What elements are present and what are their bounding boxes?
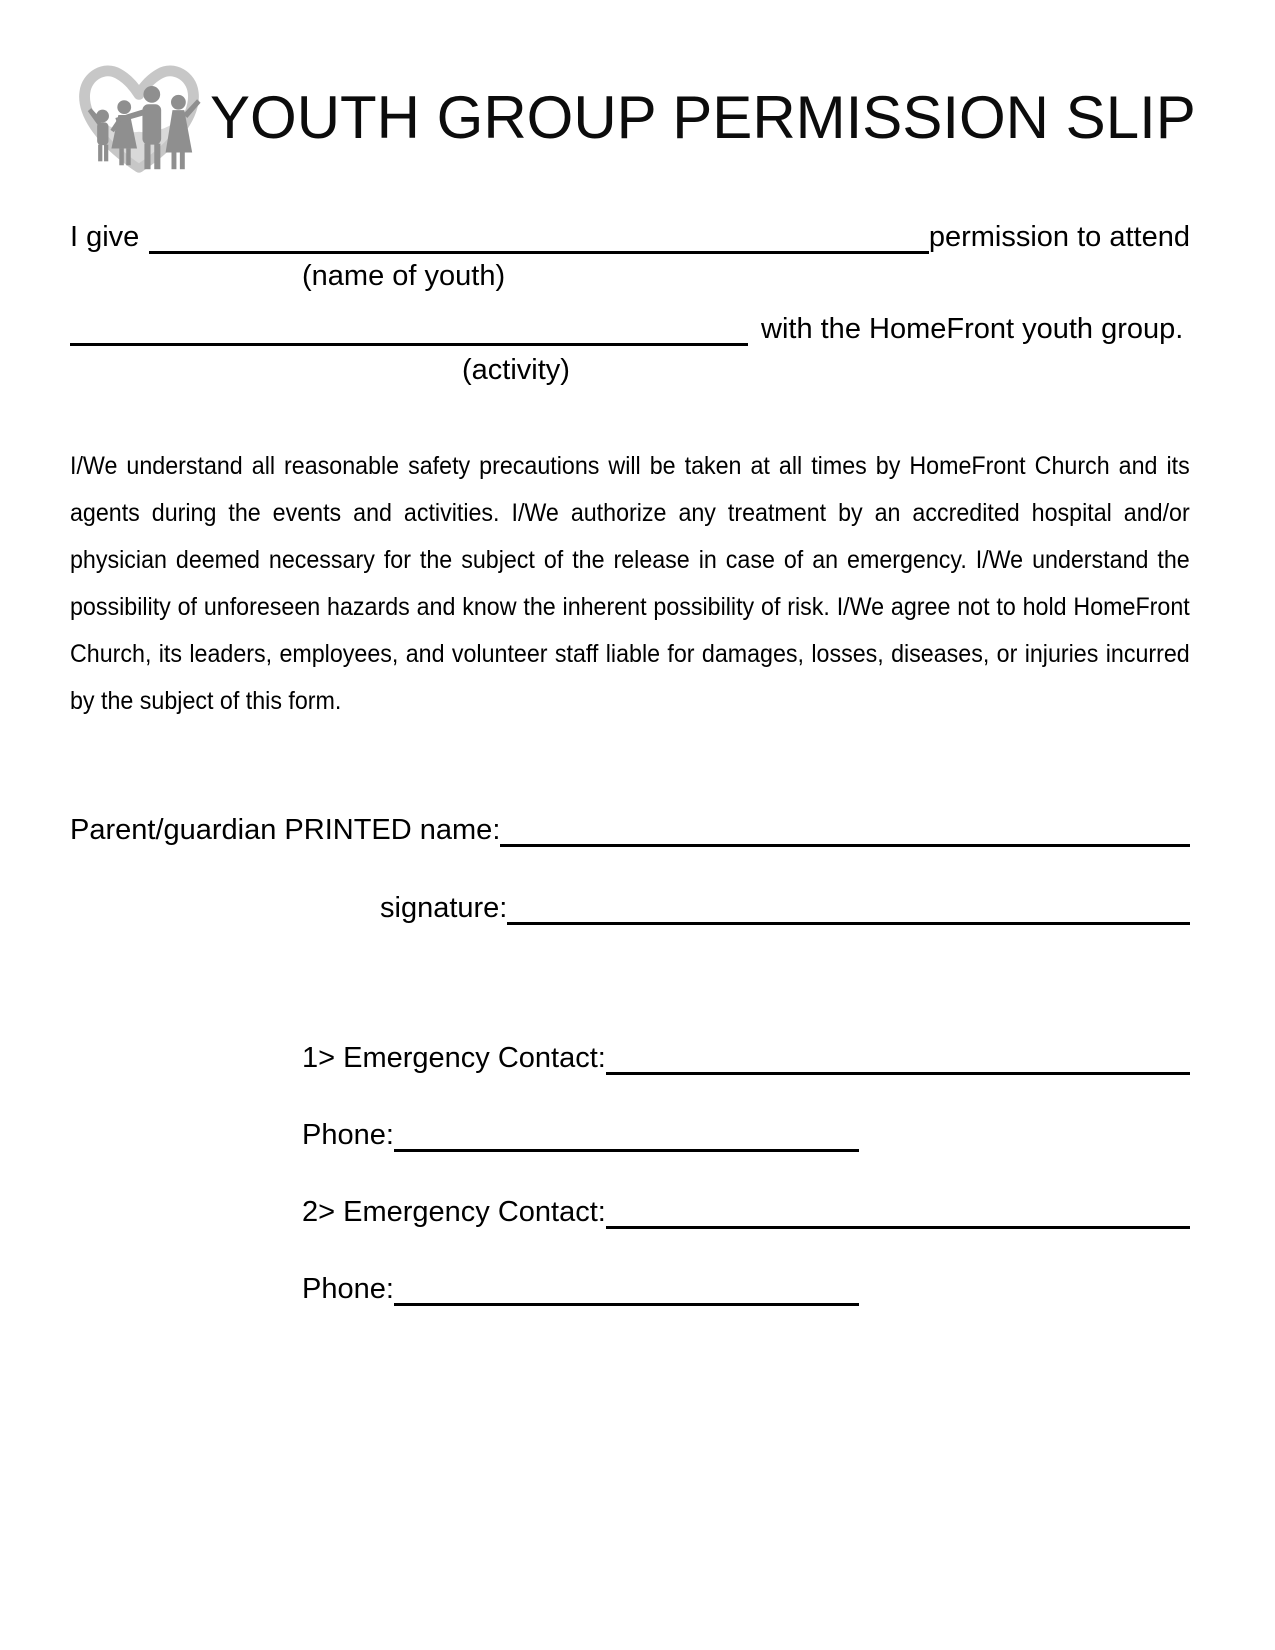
signature-blank[interactable] bbox=[507, 892, 1190, 925]
give-permission-row bbox=[70, 220, 1190, 254]
emergency-contact-2-blank[interactable] bbox=[606, 1196, 1190, 1229]
emergency-contact-1-label: 1> Emergency Contact: bbox=[302, 1042, 606, 1074]
phone-2-blank[interactable] bbox=[394, 1273, 859, 1306]
liability-release-paragraph: I/We understand all reasonable safety precautions will be taken at all times by HomeFront Church and its agents during the events and activities. I/We authorize any treatment by an accredited hospital and/or physician deemed necessary for the subject of the release in case of an emergency. I/We understand the possibility of unforeseen hazards and know the inherent possibility of risk. I/We agree not to hold HomeFront Church, its leaders, employees, and volunteer staff liable for damages, losses, diseases, or injuries incurred by the subject of this form. bbox=[70, 452, 1190, 715]
activity-suffix-text: with the HomeFront youth group. bbox=[761, 313, 1184, 345]
activity-caption: (activity) bbox=[462, 354, 570, 386]
printed-name-label: Parent/guardian PRINTED name: bbox=[70, 814, 501, 846]
emergency-contact-2-row bbox=[302, 1195, 1190, 1229]
phone-2-label: Phone: bbox=[302, 1273, 394, 1305]
emergency-contact-2-label: 2> Emergency Contact: bbox=[302, 1196, 606, 1228]
emergency-contacts-section bbox=[302, 1041, 1190, 1306]
family-heart-logo-icon bbox=[70, 53, 208, 183]
printed-name-row bbox=[70, 813, 1190, 847]
page-title: YOUTH GROUP PERMISSION SLIP bbox=[210, 84, 1196, 151]
phone-1-label: Phone: bbox=[302, 1119, 394, 1151]
give-prefix-text: I give bbox=[70, 221, 140, 253]
document-header bbox=[70, 52, 1196, 184]
signature-row bbox=[380, 891, 1190, 925]
printed-name-blank[interactable] bbox=[500, 814, 1190, 847]
phone-2-row bbox=[302, 1272, 1190, 1306]
signature-label: signature: bbox=[380, 892, 508, 924]
activity-blank[interactable] bbox=[70, 313, 748, 346]
name-of-youth-blank[interactable] bbox=[149, 221, 929, 254]
phone-1-row bbox=[302, 1118, 1190, 1152]
activity-row bbox=[70, 312, 1190, 346]
emergency-contact-1-row bbox=[302, 1041, 1190, 1075]
phone-1-blank[interactable] bbox=[394, 1119, 859, 1152]
emergency-contact-1-blank[interactable] bbox=[606, 1042, 1190, 1075]
attend-suffix-text: permission to attend bbox=[928, 221, 1190, 253]
name-of-youth-caption: (name of youth) bbox=[302, 260, 506, 292]
